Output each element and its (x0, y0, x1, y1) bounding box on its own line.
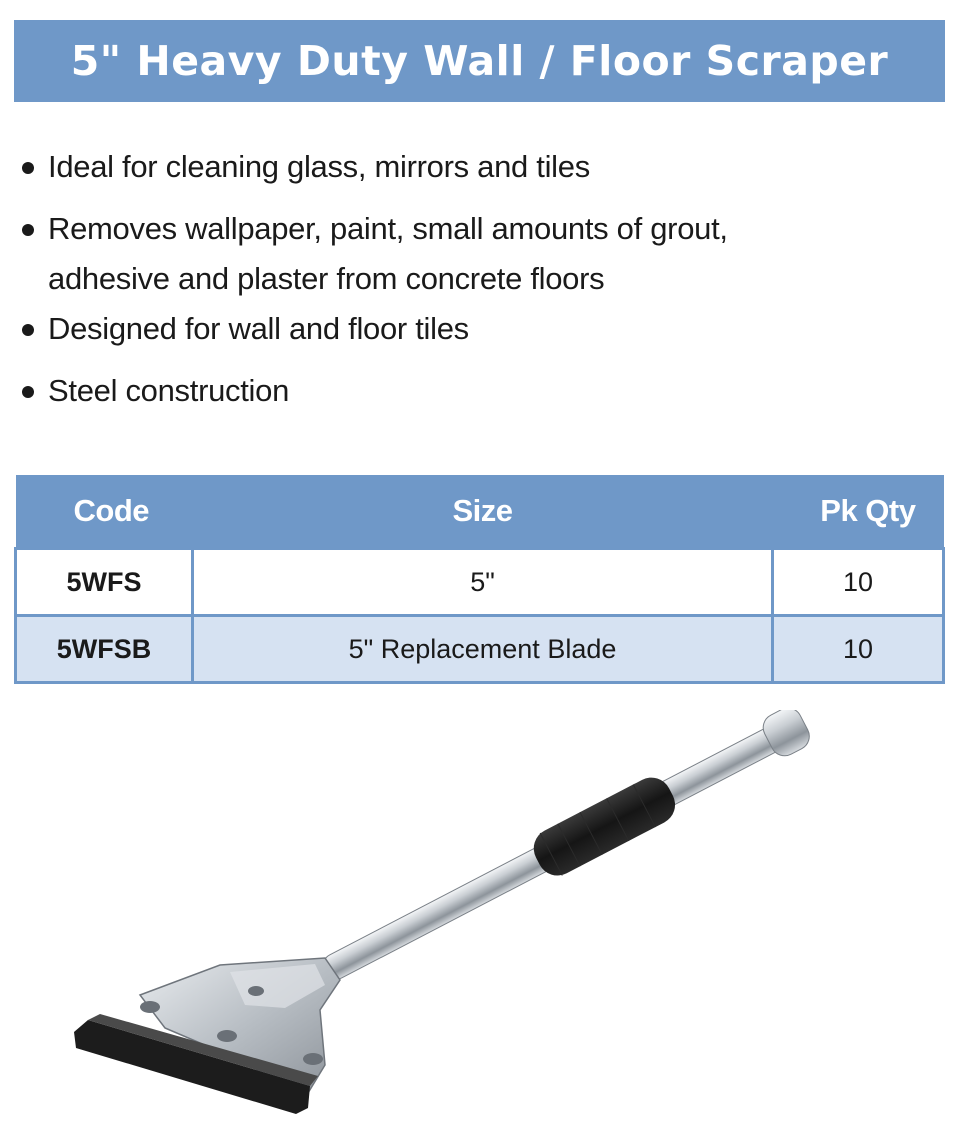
table-row (16, 549, 944, 616)
cell-size: 5" (193, 549, 773, 616)
cell-qty: 10 (773, 549, 944, 616)
spec-table (14, 475, 945, 684)
title-bar (14, 20, 945, 102)
page-title: 5" Heavy Duty Wall / Floor Scraper (70, 37, 889, 85)
header-code: Code (16, 475, 193, 549)
table-header-row (16, 475, 944, 549)
feature-item: Ideal for cleaning glass, mirrors and tiles (22, 142, 922, 192)
bullet-icon (22, 224, 34, 236)
table-row (16, 616, 944, 683)
feature-item-continued: adhesive and plaster from concrete floors (48, 261, 605, 296)
cell-size: 5" Replacement Blade (193, 616, 773, 683)
scraper-product-image (70, 710, 840, 1120)
feature-item: Removes wallpaper, paint, small amounts of grout, (22, 204, 922, 254)
cell-code: 5WFSB (16, 616, 193, 683)
feature-item: Designed for wall and floor tiles (22, 304, 922, 354)
feature-item: Steel construction (22, 366, 922, 416)
cell-code: 5WFS (16, 549, 193, 616)
feature-list (22, 142, 922, 416)
bullet-icon (22, 324, 34, 336)
bullet-icon (22, 386, 34, 398)
bullet-icon (22, 162, 34, 174)
cell-qty: 10 (773, 616, 944, 683)
header-size: Size (193, 475, 773, 549)
header-qty: Pk Qty (773, 475, 944, 549)
